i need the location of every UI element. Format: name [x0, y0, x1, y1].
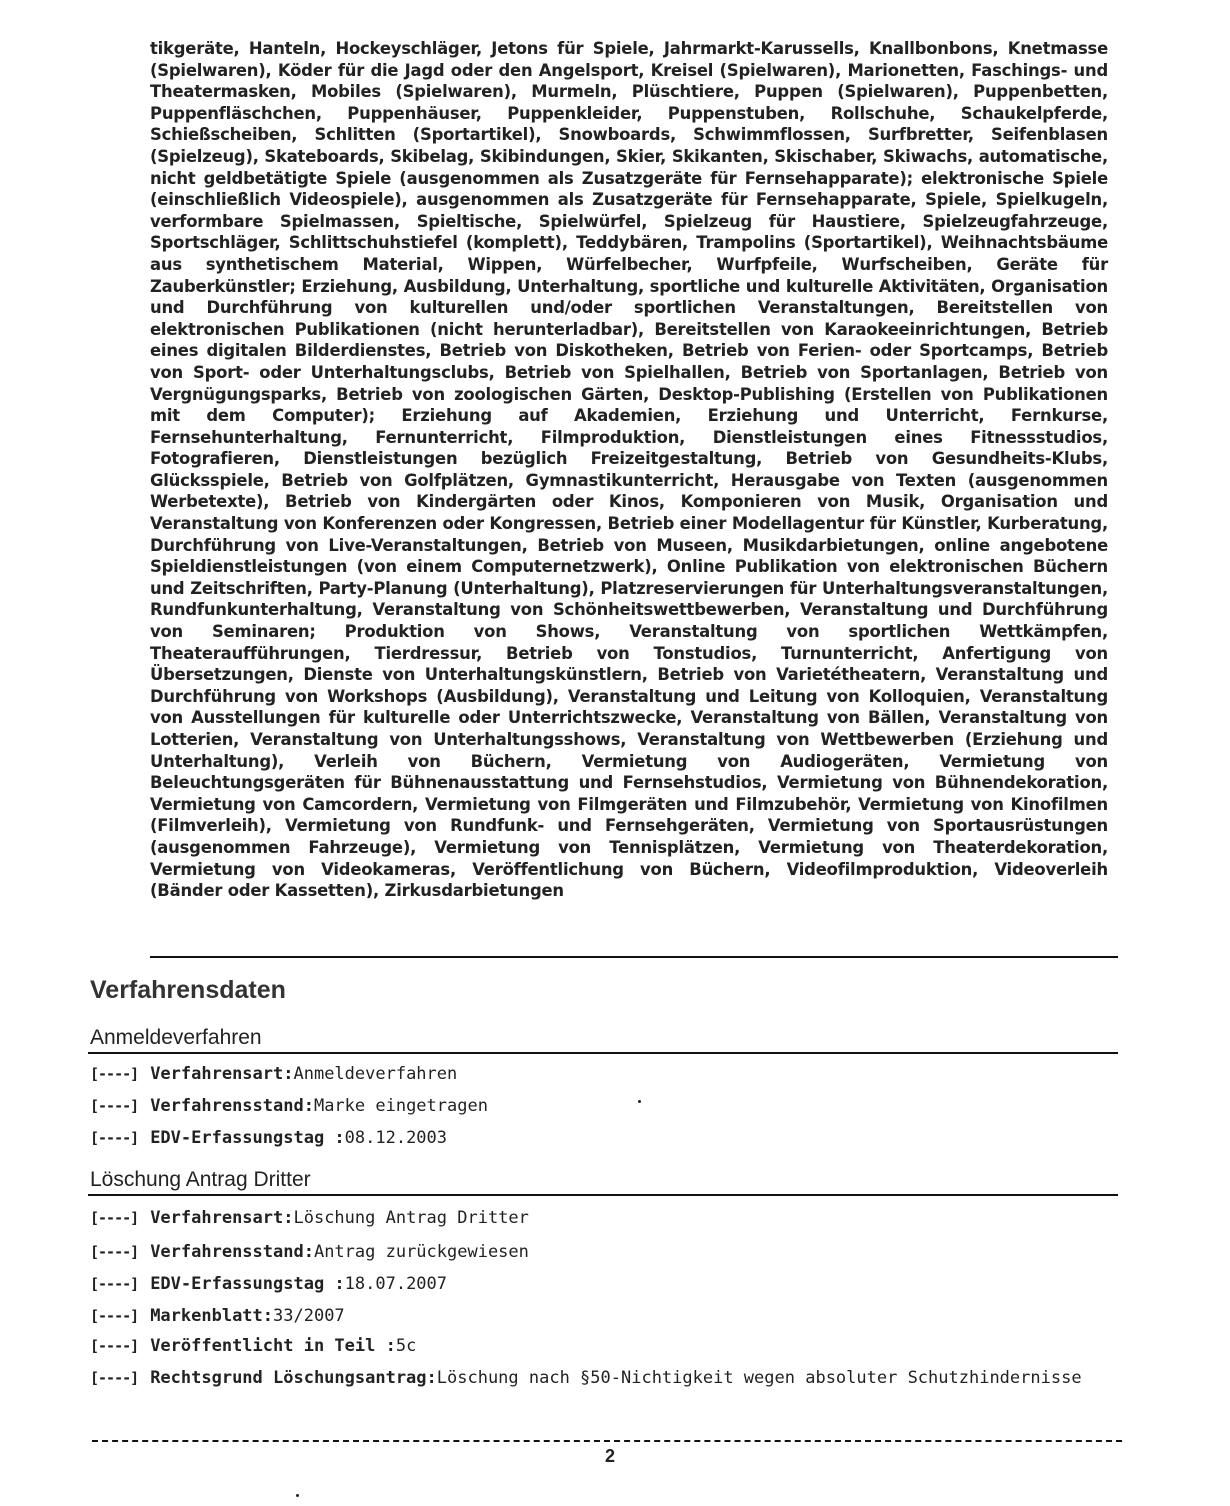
entry-value: Löschung Antrag Dritter: [293, 1208, 529, 1228]
entry-value: Antrag zurückgewiesen: [313, 1242, 529, 1262]
entry-value: Löschung nach §50-Nichtigkeit wegen absoluter Schutzhindernisse: [436, 1368, 1082, 1388]
procedure-title-anmeldeverfahren: Anmeldeverfahren: [90, 1026, 262, 1049]
footer-divider: [92, 1440, 1122, 1442]
entry-label: Markenblatt:: [150, 1306, 274, 1326]
procedure-entry: [90, 1096, 488, 1116]
bracket-marker-icon: [----]: [90, 1129, 139, 1147]
entry-label: Verfahrensart:: [150, 1064, 294, 1084]
procedure-entry: [90, 1306, 345, 1326]
procedure-entry: [90, 1368, 1082, 1388]
entry-value: 18.07.2007: [344, 1274, 448, 1294]
bracket-marker-icon: [----]: [90, 1307, 139, 1325]
bracket-marker-icon: [----]: [90, 1275, 139, 1293]
scan-speck: [296, 1494, 299, 1497]
scan-speck: [638, 1100, 641, 1103]
bracket-marker-icon: [----]: [90, 1065, 139, 1083]
entry-label: Veröffentlicht in Teil :: [150, 1336, 396, 1356]
entry-value: Anmeldeverfahren: [293, 1064, 458, 1084]
entry-label: EDV-Erfassungstag :: [150, 1274, 345, 1294]
entry-value: 08.12.2003: [344, 1128, 448, 1148]
entry-label: EDV-Erfassungstag :: [150, 1128, 345, 1148]
entry-value: 5c: [395, 1336, 417, 1356]
entry-label: Verfahrensstand:: [150, 1096, 314, 1116]
divider-line: [150, 956, 1118, 958]
bracket-marker-icon: [----]: [90, 1243, 139, 1261]
section-title: Verfahrensdaten: [90, 976, 286, 1004]
goods-services-list: tikgeräte, Hanteln, Hockeyschläger, Jetons für Spiele, Jahrmarkt-Karussells, Knallbonbons, Knetmasse (Spielwaren), Köder für die Jagd oder den Angelsport, Kreisel (Spielwaren), Marionetten, Faschings- und Theatermasken, Mobiles (Spielwaren), Murmeln, Plüschtiere, Puppen (Spielwaren), Puppenbetten, Puppenfläschchen, Puppenhäuser, Puppenkleider, Puppenstuben, Rollschuhe, Schaukelpferde, Schießscheiben, Schlitten (Sportartikel), Snowboards, Schwimmflossen, Surfbretter, Seifenblasen (Spielzeug), Skateboards, Skibelag, Skibindungen, Skier, Skikanten, Skischaber, Skiwachs, automatische, nicht geldbetätigte Spiele (ausgenommen als Zusatzgeräte für Fernsehapparate); elektronische Spiele (einschließlich Videospiele), ausgenommen als Zusatzgeräte für Fernsehapparate, Spiele, Spielkugeln, verformbare Spielmassen, Spieltische, Spielwürfel, Spielzeug für Haustiere, Spielzeugfahrzeuge, Sportschläger, Schlittschuhstiefel (komplett), Teddybären, Trampolins (Sportartikel), Weihnachtsbäume aus synthetischem Material, Wippen, Würfelbecher, Wurfpfeile, Wurfscheiben, Geräte für Zauberkünstler; Erziehung, Ausbildung, Unterhaltung, sportliche und kulturelle Aktivitäten, Organisation und Durchführung von kulturellen und/oder sportlichen Veranstaltungen, Bereitstellen von elektronischen Publikationen (nicht herunterladbar), Bereitstellen von Karaokeeinrichtungen, Betrieb eines digitalen Bilderdienstes, Betrieb von Diskotheken, Betrieb von Ferien- oder Sportcamps, Betrieb von Sport- oder Unterhaltungsclubs, Betrieb von Spielhallen, Betrieb von Sportanlagen, Betrieb von Vergnügungsparks, Betrieb von zoologischen Gärten, Desktop-Publishing (Erstellen von Publikationen mit dem Computer); Erziehung auf Akademien, Erziehung und Unterricht, Fernkurse, Fernsehunterhaltung, Fernunterricht, Filmproduktion, Dienstleistungen eines Fitnessstudios, Fotografieren, Dienstleistungen bezüglich Freizeitgestaltung, Betrieb von Gesundheits-Klubs, Glücksspiele, Betrieb von Golfplätzen, Gymnastikunterricht, Herausgabe von Texten (ausgenommen Werbetexte), Betrieb von Kindergärten oder Kinos, Komponieren von Musik, Organisation und Veranstaltung von Konferenzen oder Kongressen, Betrieb einer Modellagentur für Künstler, Kurberatung, Durchführung von Live-Veranstaltungen, Betrieb von Museen, Musikdarbietungen, online angebotene Spieldienstleistungen (von einem Computernetzwerk), Online Publikation von elektronischen Büchern und Zeitschriften, Party-Planung (Unterhaltung), Platzreservierungen für Unterhaltungsveranstaltungen, Rundfunkunterhaltung, Veranstaltung von Schönheitswettbewerben, Veranstaltung und Durchführung von Seminaren; Produktion von Shows, Veranstaltung von sportlichen Wettkämpfen, Theateraufführungen, Tierdressur, Betrieb von Tonstudios, Turnunterricht, Anfertigung von Übersetzungen, Dienste von Unterhaltungskünstlern, Betrieb von Varietétheatern, Veranstaltung und Durchführung von Workshops (Ausbildung), Veranstaltung und Leitung von Kolloquien, Veranstaltung von Ausstellungen für kulturelle oder Unterrichtszwecke, Veranstaltung von Bällen, Veranstaltung von Lotterien, Veranstaltung von Unterhaltungsshows, Veranstaltung von Wettbewerben (Erziehung und Unterhaltung), Verleih von Büchern, Vermietung von Audiogeräten, Vermietung von Beleuchtungsgeräten für Bühnenausstattung und Fernsehstudios, Vermietung von Bühnendekoration, Vermietung von Camcordern, Vermietung von Filmgeräten und Filmzubehör, Vermietung von Kinofilmen (Filmverleih), Vermietung von Rundfunk- und Fernsehgeräten, Vermietung von Sportausrüstungen (ausgenommen Fahrzeuge), Vermietung von Tennisplätzen, Vermietung von Theaterdekoration, Vermietung von Videokameras, Veröffentlichung von Büchern, Videofilmproduktion, Videoverleih (Bänder oder Kassetten), Zirkusdarbietungen: [150, 39, 1108, 901]
bracket-marker-icon: [----]: [90, 1369, 139, 1387]
divider-line: [88, 1052, 1118, 1054]
procedure-entry: [90, 1242, 529, 1262]
entry-value: 33/2007: [273, 1306, 345, 1326]
divider-line: [88, 1194, 1118, 1196]
procedure-entry: [90, 1208, 529, 1228]
entry-label: Verfahrensart:: [150, 1208, 294, 1228]
bracket-marker-icon: [----]: [90, 1337, 139, 1355]
entry-value: Marke eingetragen: [313, 1096, 488, 1116]
procedure-entry: [90, 1336, 416, 1356]
procedure-entry: [90, 1064, 457, 1084]
entry-label: Rechtsgrund Löschungsantrag:: [150, 1368, 437, 1388]
procedure-entry: [90, 1128, 447, 1148]
page-number: 2: [604, 1446, 615, 1466]
procedure-entry: [90, 1274, 447, 1294]
procedure-title-loeschung: Löschung Antrag Dritter: [90, 1168, 311, 1191]
entry-label: Verfahrensstand:: [150, 1242, 314, 1262]
bracket-marker-icon: [----]: [90, 1097, 139, 1115]
bracket-marker-icon: [----]: [90, 1209, 139, 1227]
